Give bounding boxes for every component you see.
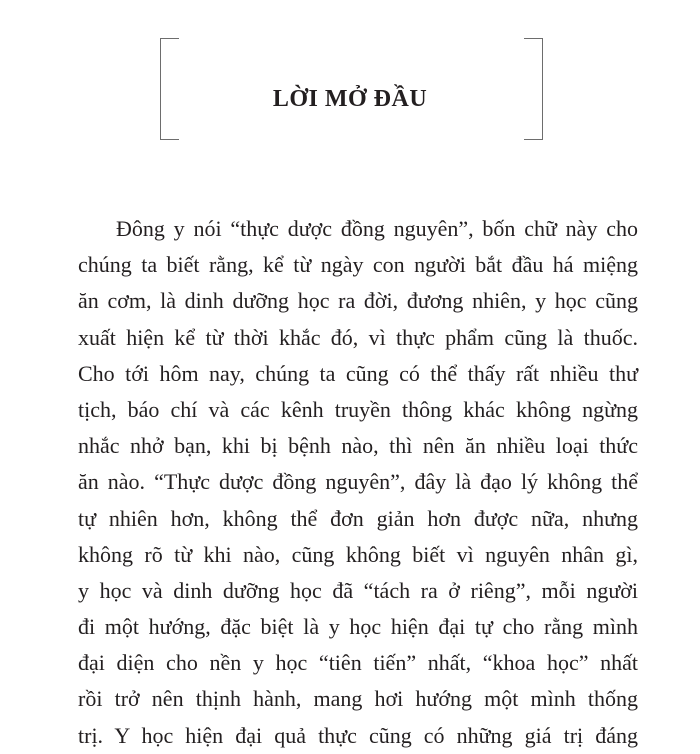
body-line: không rõ từ khi nào, cũng không biết vì nguyên nhân gì, xyxy=(78,541,638,567)
body-line: Cho tới hôm nay, chúng ta cũng có thể thấy rất nhiều thư xyxy=(78,360,638,386)
body-line: tự nhiên hơn, không thể đơn giản hơn được nữa, nhưng xyxy=(78,505,638,531)
body-line: y học và dinh dưỡng học đã “tách ra ở riêng”, mỗi người xyxy=(78,577,638,603)
body-line: Đông y nói “thực dược đồng nguyên”, bốn chữ này cho xyxy=(116,216,638,241)
chapter-title: LỜI MỞ ĐẦU xyxy=(272,86,428,112)
body-line: nhắc nhở bạn, khi bị bệnh nào, thì nên ăn nhiều loại thức xyxy=(78,433,638,459)
body-line: đại diện cho nền y học “tiên tiến” nhất, “khoa học” nhất xyxy=(78,650,638,676)
body-line: chúng ta biết rằng, kể từ ngày con người bắt đầu há miệng xyxy=(78,252,638,278)
body-line: tịch, báo chí và các kênh truyền thông khác không ngừng xyxy=(78,396,638,422)
body-line: rồi trở nên thịnh hành, mang hơi hướng một mình thống xyxy=(78,686,638,712)
body-paragraph xyxy=(78,211,638,754)
body-line: ăn cơm, là dinh dưỡng học ra đời, đương nhiên, y học cũng xyxy=(78,288,638,314)
body-line: xuất hiện kể từ thời khắc đó, vì thực phẩm cũng là thuốc. xyxy=(78,324,638,350)
body-line: ăn nào. “Thực dược đồng nguyên”, đây là đạo lý không thể xyxy=(78,469,638,495)
body-line: đi một hướng, đặc biệt là y học hiện đại tự cho rằng mình xyxy=(78,614,638,640)
body-line: trị. Y học hiện đại quả thực cũng có những giá trị đáng xyxy=(78,722,638,748)
